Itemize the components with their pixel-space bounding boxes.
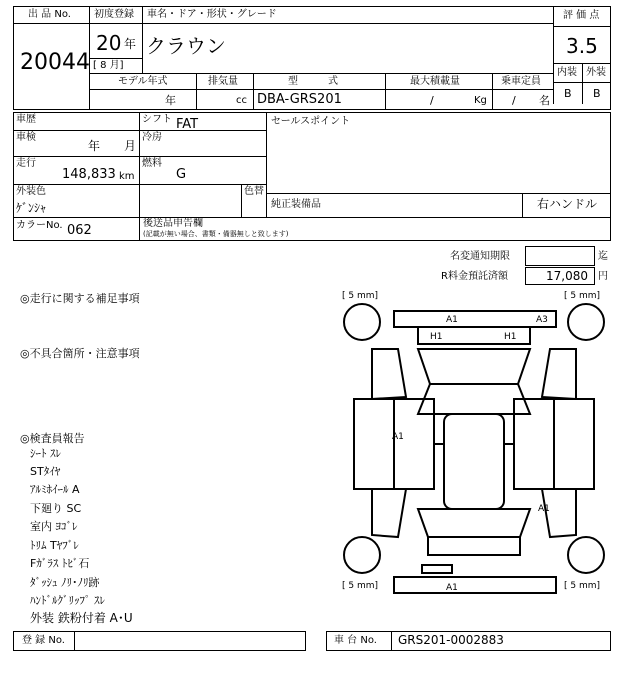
steering-value: 右ハンドル (537, 197, 598, 211)
displacement-label: 排気量 (208, 76, 238, 87)
genuine-equipment-label: 純正装備品 (271, 199, 321, 210)
chassis-label: 車 台 No. (334, 635, 377, 646)
model-year-unit: 年 (165, 94, 176, 107)
history-label: 車歴 (16, 114, 36, 125)
car-name-label: 車名・ドア・形状・グレード (147, 9, 277, 20)
model-label: 型 式 (288, 76, 338, 87)
lot-number: 20044 (20, 50, 90, 75)
mark-h1-right: H1 (504, 332, 517, 342)
capacity-slash: / (512, 94, 516, 107)
mark-right-rear-a1: A1 (538, 504, 550, 514)
inspection-year: 年 (88, 139, 101, 153)
name-change-unit: 迄 (598, 251, 608, 262)
tire-depth-tr: [ 5 mm] (564, 291, 601, 301)
recycle-value: 17,080 (546, 269, 588, 283)
driving-heading: ◎走行に関する補足事項 (20, 292, 140, 305)
inspector-note: 下廻り SC (30, 502, 82, 515)
max-load-unit: Kg (474, 95, 487, 106)
recycle-unit: 円 (598, 271, 608, 282)
inspection-month: 月 (124, 139, 137, 153)
capacity-label: 乗車定員 (501, 76, 541, 87)
name-change-label: 名変通知期限 (450, 251, 510, 262)
exterior-grade: B (593, 87, 601, 100)
inspector-note: ｼｰﾄ ｽﾚ (30, 447, 61, 460)
interior-label: 内装 (557, 67, 577, 78)
model-year-label: モデル年式 (118, 76, 168, 87)
inspector-note: ﾊﾝﾄﾞﾙｸﾞﾘｯﾌﾟ ｽﾚ (30, 594, 105, 607)
exterior-label: 外装 (586, 67, 606, 78)
recycle-label: R料金預託済額 (441, 271, 508, 282)
inspector-note: ﾄﾘﾑ Tﾔﾌﾞﾚ (30, 539, 79, 552)
ac-label: 冷房 (142, 132, 162, 143)
lot-label: 出 品 No. (28, 9, 71, 20)
chassis-no: GRS201-0002883 (398, 633, 504, 647)
sales-point-label: セールスポイント (271, 116, 351, 127)
mileage-label: 走行 (16, 158, 36, 169)
mark-rear-a1: A1 (446, 583, 458, 593)
max-load-slash: / (430, 94, 434, 107)
capacity-unit: 名 (539, 94, 550, 107)
name-change-box (525, 246, 595, 266)
color-no-label: カラーNo. (16, 220, 63, 231)
mark-front-a1: A1 (446, 315, 458, 325)
year-unit: 年 (124, 37, 137, 51)
fuel-value: G (176, 167, 187, 182)
inspector-note: 室内 ﾖｺﾞﾚ (30, 520, 78, 533)
score-label: 評 価 点 (563, 10, 600, 21)
color-value: ｹﾞﾝｼｬ (16, 201, 47, 215)
car-name: クラウン (146, 34, 226, 58)
inspector-heading: ◎検査員報告 (20, 432, 85, 445)
first-reg-year: 20 (96, 31, 122, 55)
mark-h1-left: H1 (430, 332, 443, 342)
car-damage-diagram (338, 289, 610, 610)
inspector-note: ﾀﾞｯｼｭ ﾉﾘ･ﾉﾘ跡 (30, 576, 100, 589)
shift-value: FAT (176, 117, 199, 132)
inspector-note: ｱﾙﾐﾎｲｰﾙ A (30, 483, 80, 496)
mark-front-a3: A3 (536, 315, 548, 325)
model-code: DBA-GRS201 (257, 92, 342, 107)
score-value: 3.5 (566, 34, 598, 58)
color-label: 外装色 (16, 186, 46, 197)
shift-label: シフト (142, 114, 172, 125)
doc-note: (記載が無い場合、書類・備器無しと致します) (143, 230, 289, 238)
displacement-unit: cc (236, 95, 247, 106)
mileage-value: 148,833 (62, 167, 116, 182)
max-load-label: 最大積載量 (410, 76, 460, 87)
first-reg-month: [ 8 月] (93, 60, 124, 71)
tire-depth-br: [ 5 mm] (564, 581, 601, 591)
inspector-note: Fｶﾞﾗｽ ﾄﾋﾞ石 (30, 557, 90, 570)
defects-heading: ◎不具合箇所・注意事項 (20, 347, 140, 360)
reg-no-label: 登 録 No. (22, 635, 65, 646)
inspection-label: 車検 (16, 132, 36, 143)
inspector-note: 外装 鉄粉付着 A･U (30, 611, 133, 625)
fuel-label: 燃料 (142, 158, 162, 169)
doc-label: 後送品申告欄 (143, 218, 203, 229)
first-reg-label: 初度登録 (94, 9, 134, 20)
color-change-label: 色替 (244, 186, 264, 197)
mark-left-door-a1: A1 (392, 432, 404, 442)
inspector-note: STﾀｲﾔ (30, 465, 61, 478)
interior-grade: B (564, 87, 572, 100)
mileage-unit: km (119, 171, 135, 182)
color-no-value: 062 (67, 223, 92, 238)
tire-depth-tl: [ 5 mm] (342, 291, 379, 301)
tire-depth-bl: [ 5 mm] (342, 581, 379, 591)
